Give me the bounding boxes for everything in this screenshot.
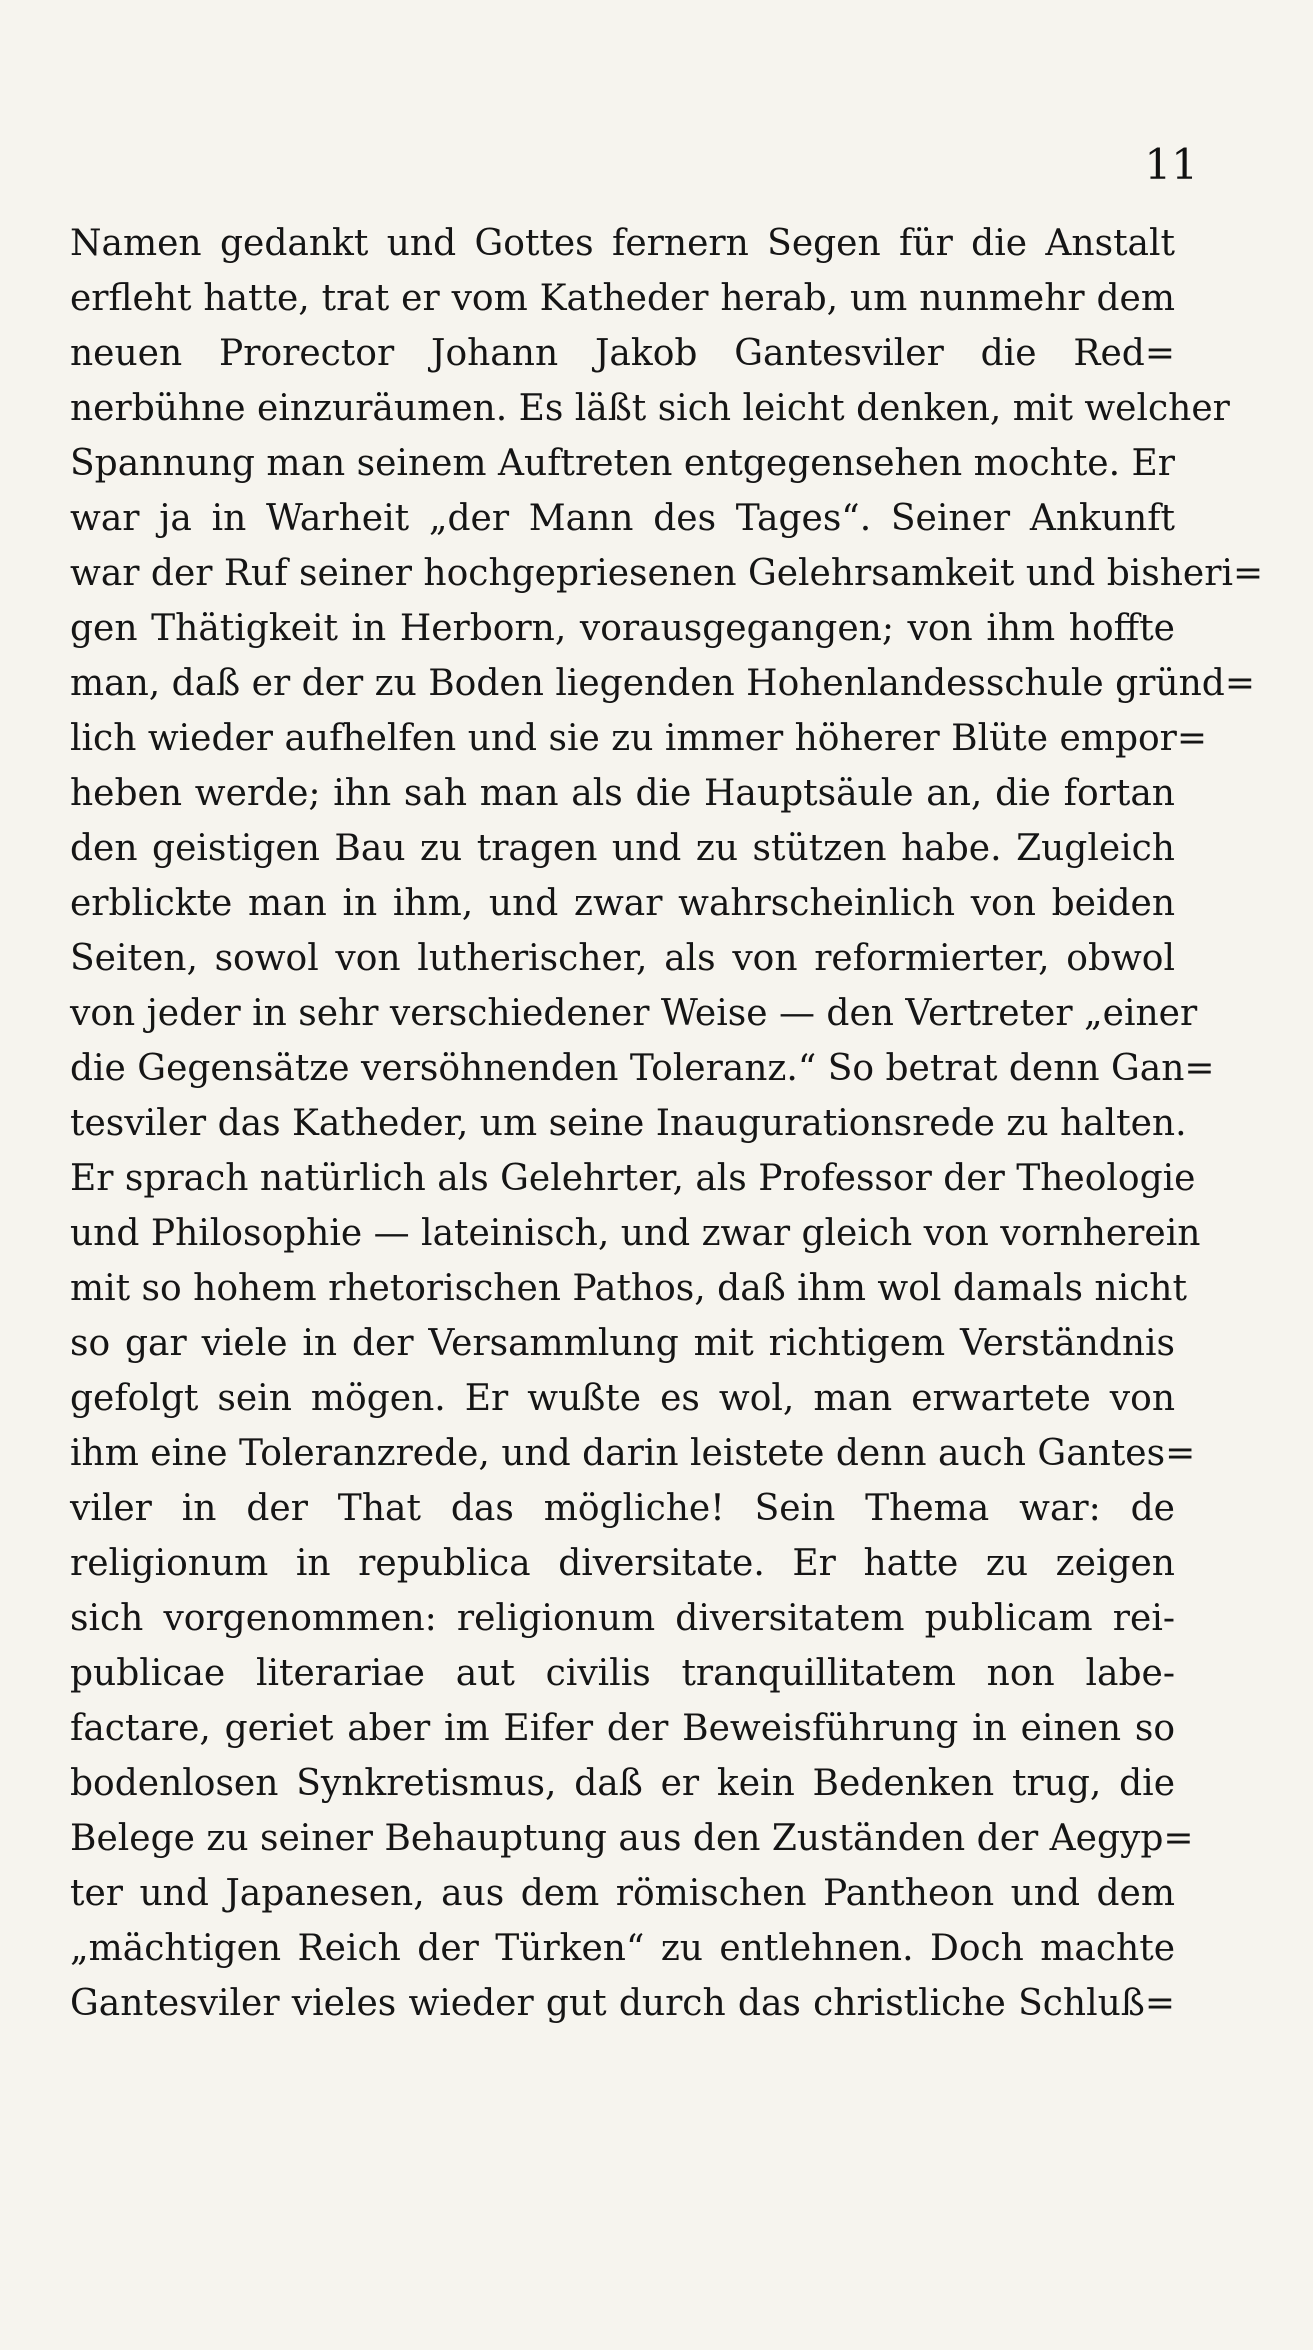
text-line: ter und Japanesen, aus dem römischen Pantheon und dem <box>70 1873 1175 1914</box>
text-line: die Gegensätze versöhnenden Toleranz.“ So betrat denn Gan= <box>70 1048 1215 1089</box>
text-line: viler in der That das mögliche! Sein Thema war: de <box>70 1488 1175 1529</box>
text-line: Er sprach natürlich als Gelehrter, als Professor der Theologie <box>70 1158 1196 1199</box>
text-line: factare, geriet aber im Eifer der Beweisführung in einen so <box>70 1708 1175 1749</box>
text-line: gen Thätigkeit in Herborn, vorausgegangen; von ihm hoffte <box>70 608 1175 649</box>
text-line: ihm eine Toleranzrede, und darin leistete denn auch Gantes= <box>70 1433 1196 1474</box>
text-line: religionum in republica diversitate. Er hatte zu zeigen <box>70 1543 1175 1584</box>
text-line: heben werde; ihn sah man als die Hauptsäule an, die fortan <box>70 773 1175 814</box>
text-line: war ja in Warheit „der Mann des Tages“. Seiner Ankunft <box>70 498 1175 539</box>
text-line: den geistigen Bau zu tragen und zu stützen habe. Zugleich <box>70 828 1175 869</box>
text-line: mit so hohem rhetorischen Pathos, daß ihm wol damals nicht <box>70 1268 1187 1309</box>
text-line: man, daß er der zu Boden liegenden Hohenlandesschule gründ= <box>70 663 1256 704</box>
page-number: 11 <box>1144 140 1198 189</box>
text-line: Namen gedankt und Gottes fernern Segen für die Anstalt <box>70 223 1175 264</box>
text-line: so gar viele in der Versammlung mit richtigem Verständnis <box>70 1323 1175 1364</box>
text-line: Belege zu seiner Behauptung aus den Zuständen der Aegyp= <box>70 1818 1194 1859</box>
text-line: Seiten, sowol von lutherischer, als von reformierter, obwol <box>70 938 1175 979</box>
text-line: lich wieder aufhelfen und sie zu immer höherer Blüte empor= <box>70 718 1208 759</box>
text-line: „mächtigen Reich der Türken“ zu entlehnen. Doch machte <box>70 1928 1175 1969</box>
text-line: nerbühne einzuräumen. Es läßt sich leicht denken, mit welcher <box>70 388 1230 429</box>
text-line: Gantesviler vieles wieder gut durch das christliche Schluß= <box>70 1983 1175 2024</box>
text-line: tesviler das Katheder, um seine Inaugurationsrede zu halten. <box>70 1103 1187 1144</box>
text-line: und Philosophie — lateinisch, und zwar gleich von vornherein <box>70 1213 1201 1254</box>
text-line: Spannung man seinem Auftreten entgegensehen mochte. Er <box>70 443 1175 484</box>
text-line: bodenlosen Synkretismus, daß er kein Bedenken trug, die <box>70 1763 1175 1804</box>
text-line: war der Ruf seiner hochgepriesenen Gelehrsamkeit und bisheri= <box>70 553 1264 594</box>
text-line: neuen Prorector Johann Jakob Gantesviler die Red= <box>70 333 1175 374</box>
text-line: erblickte man in ihm, und zwar wahrscheinlich von beiden <box>70 883 1175 924</box>
text-line: sich vorgenommen: religionum diversitatem publicam rei- <box>70 1598 1175 1639</box>
text-line: erfleht hatte, trat er vom Katheder herab, um nunmehr dem <box>70 278 1175 319</box>
text-line: von jeder in sehr verschiedener Weise — den Vertreter „einer <box>70 993 1198 1034</box>
text-line: publicae literariae aut civilis tranquillitatem non labe- <box>70 1653 1175 1694</box>
text-line: gefolgt sein mögen. Er wußte es wol, man erwartete von <box>70 1378 1175 1419</box>
body-text <box>70 216 1264 2031</box>
